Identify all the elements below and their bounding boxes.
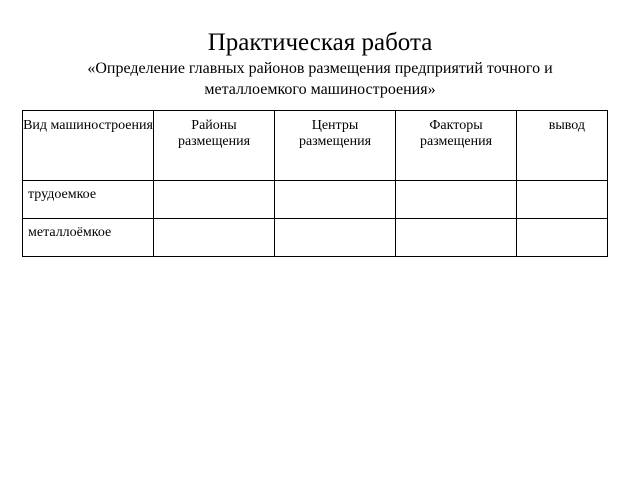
table-row: [23, 219, 608, 257]
table-cell-empty[interactable]: [154, 181, 275, 219]
table-cell-empty[interactable]: [517, 219, 608, 257]
row-label-metal-intensive: металлоёмкое: [23, 219, 154, 257]
header-cell-conclusion: вывод: [517, 111, 608, 181]
table-cell-empty[interactable]: [154, 219, 275, 257]
row-label-labor-intensive: трудоемкое: [23, 181, 154, 219]
page-subtitle: «Определение главных районов размещения предприятий точного и металлоемкого машиностроения»: [87, 60, 553, 98]
assignment-table: [22, 110, 608, 257]
table-cell-empty[interactable]: [275, 219, 396, 257]
table-cell-empty[interactable]: [517, 181, 608, 219]
table-cell-empty[interactable]: [396, 181, 517, 219]
table-header-row: [23, 111, 608, 181]
page-title: Практическая работа: [207, 29, 433, 56]
table-row: [23, 181, 608, 219]
header-cell-centers: Центры размещения: [275, 111, 396, 181]
header-cell-regions: Районы размещения: [154, 111, 275, 181]
table-cell-empty[interactable]: [396, 219, 517, 257]
table-cell-empty[interactable]: [275, 181, 396, 219]
header-cell-machine-type: Вид машиностроения: [23, 111, 154, 181]
header-cell-factors: Факторы размещения: [396, 111, 517, 181]
